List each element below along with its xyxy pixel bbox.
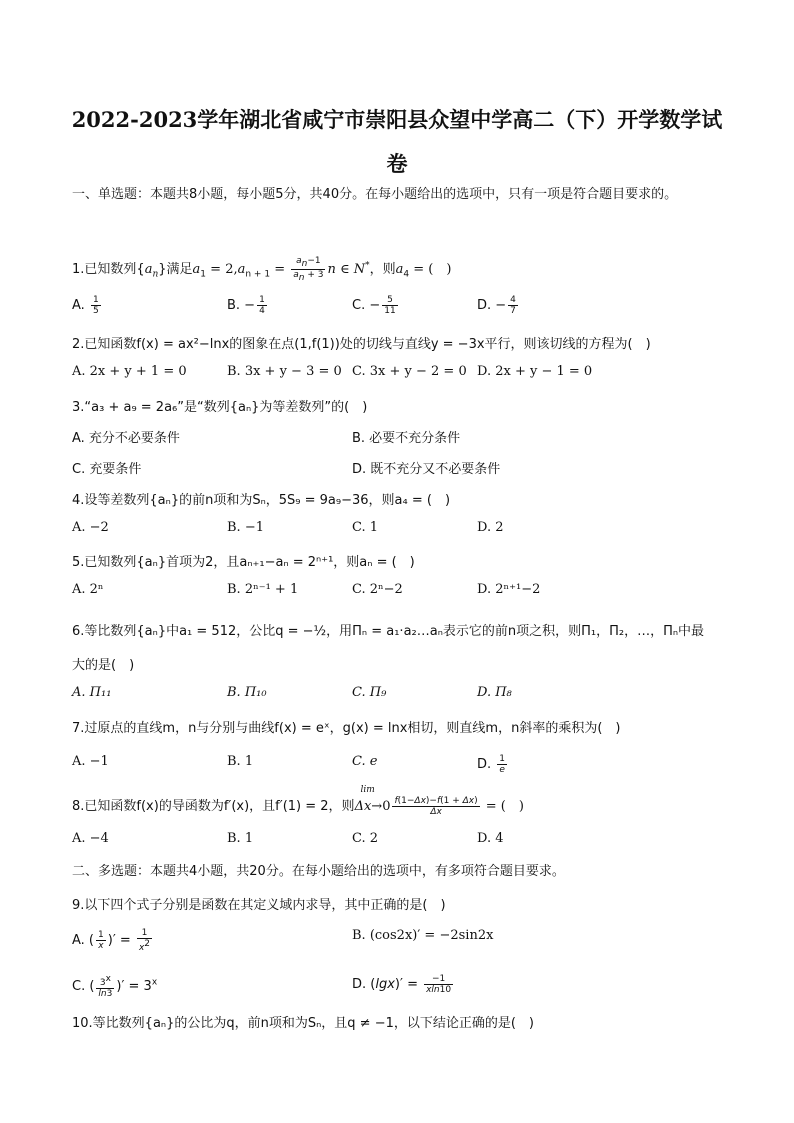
option-c[interactable]: C. Π₉ — [352, 685, 387, 700]
question-8-options — [72, 831, 732, 853]
option-b[interactable]: B. 1 — [227, 754, 254, 769]
option-b[interactable]: B. − $\frac{1}{4}$ — [227, 295, 265, 316]
option-a[interactable]: A. −1 — [72, 754, 109, 769]
option-b[interactable]: B. Π₁₀ — [227, 685, 267, 700]
option-b[interactable]: B. 1 — [227, 831, 254, 846]
option-a[interactable]: A. ( $\frac{1}{x}$ )′ = $\frac{1}{x^2}$ — [72, 928, 150, 953]
question-2: 2.已知函数f(x) = ax²−lnx的图象在点(1,f(1))处的切线与直线y = −3x平行，则该切线的方程为( ) — [72, 337, 651, 352]
question-9-options-row1 — [72, 928, 732, 953]
option-a[interactable]: A. 充分不必要条件 — [72, 431, 180, 446]
question-2-options — [72, 364, 732, 386]
option-c[interactable]: C. ( $\frac{3^x}{\ln 3}$ )′ = $3^x$ — [72, 974, 158, 999]
question-6-continued: 大的是( ) — [72, 658, 135, 673]
option-d[interactable]: D. (lgx)′ = $\frac{-1}{xln10}$ — [352, 974, 452, 995]
option-a[interactable]: A. −4 — [72, 831, 109, 846]
question-4: 4.设等差数列{aₙ}的前n项和为Sₙ，5S₉ = 9a₉−36，则a₄ = ( ) — [72, 493, 451, 508]
option-c[interactable]: C. e — [352, 754, 378, 769]
option-d[interactable]: D. 4 — [477, 831, 504, 846]
option-d[interactable]: D. Π₈ — [477, 685, 512, 700]
option-d[interactable]: D. 既不充分又不必要条件 — [352, 462, 501, 477]
option-d[interactable]: D. $\frac{1}{e}$ — [477, 754, 506, 775]
question-4-options — [72, 520, 732, 542]
option-d[interactable]: D. 2ⁿ⁺¹−2 — [477, 582, 541, 597]
option-a[interactable]: A. 2x + y + 1 = 0 — [72, 364, 187, 379]
option-b[interactable]: B. (cos2x)′ = −2sin2x — [352, 928, 494, 943]
option-b[interactable]: B. 3x + y − 3 = 0 — [227, 364, 342, 379]
question-9: 9.以下四个式子分别是函数在其定义域内求导，其中正确的是( ) — [72, 898, 446, 913]
section-1-instructions: 一、单选题：本题共8小题，每小题5分，共40分。在每小题给出的选项中，只有一项是符合题目要求的。 — [72, 187, 678, 202]
question-6: 6.等比数列{aₙ}中a₁ = 512，公比q = −½，用Πₙ = a₁·a₂…aₙ表示它的前n项之积，则Π₁，Π₂，…，Πₙ中最 — [72, 624, 705, 639]
question-5: 5.已知数列{aₙ}首项为2，且aₙ₊₁−aₙ = 2ⁿ⁺¹，则aₙ = ( ) — [72, 555, 415, 570]
option-a[interactable]: A. Π₁₁ — [72, 685, 112, 700]
option-d[interactable]: D. 2x + y − 1 = 0 — [477, 364, 593, 379]
option-b[interactable]: B. 必要不充分条件 — [352, 431, 461, 446]
question-8: 8.已知函数f(x)的导函数为f′(x)，且f′(1) = 2，则Δx→0 lim $\frac{f(1-\Delta x)-f(1 + \Delta x)}{\Delta x}$ = ( ) — [72, 785, 524, 817]
question-3: 3.“a₃ + a₉ = 2a₆”是“数列{aₙ}为等差数列”的( ) — [72, 400, 368, 415]
option-a[interactable]: A. $\frac{1}{5}$ — [72, 295, 99, 316]
question-9-options-row2 — [72, 974, 732, 999]
option-c[interactable]: C. 2ⁿ−2 — [352, 582, 403, 597]
option-c[interactable]: C. 3x + y − 2 = 0 — [352, 364, 467, 379]
option-a[interactable]: A. −2 — [72, 520, 109, 535]
question-5-options — [72, 582, 732, 604]
option-d[interactable]: D. − $\frac{4}{7}$ — [477, 295, 516, 316]
question-3-options-row2 — [72, 458, 732, 480]
option-c[interactable]: C. − $\frac{5}{11}$ — [352, 295, 396, 316]
option-a[interactable]: A. 2ⁿ — [72, 582, 104, 597]
option-b[interactable]: B. −1 — [227, 520, 264, 535]
question-1: 1.已知数列$\{a_n\}$满足$a_1 = 2,a_{n + 1}$ = $\frac{a_n-1}{a_n + 3}$ n ∈ N*，则$a_4$ = ( ) — [72, 256, 452, 283]
option-d[interactable]: D. 2 — [477, 520, 504, 535]
option-c[interactable]: C. 1 — [352, 520, 379, 535]
question-8-stem: 8.已知函数f(x)的导函数为f′(x)，且f′(1) = 2，则 — [72, 799, 355, 814]
option-b[interactable]: B. 2ⁿ⁻¹ + 1 — [227, 582, 299, 597]
question-7: 7.过原点的直线m，n与分别与曲线f(x) = eˣ，g(x) = lnx相切，则直线m，n斜率的乘积为( ) — [72, 721, 621, 736]
question-10: 10.等比数列{aₙ}的公比为q，前n项和为Sₙ，且q ≠ −1，以下结论正确的是( ) — [72, 1016, 535, 1031]
page-title: 2022-2023学年湖北省咸宁市崇阳县众望中学高二（下）开学数学试卷 — [71, 107, 723, 176]
section-2-instructions: 二、多选题：本题共4小题，共20分。在每小题给出的选项中，有多项符合题目要求。 — [72, 864, 565, 879]
question-7-options — [72, 754, 732, 776]
option-c[interactable]: C. 2 — [352, 831, 379, 846]
question-3-options-row1 — [72, 427, 732, 449]
question-6-options — [72, 685, 732, 707]
question-1-options — [72, 295, 732, 317]
option-c[interactable]: C. 充要条件 — [72, 462, 142, 477]
